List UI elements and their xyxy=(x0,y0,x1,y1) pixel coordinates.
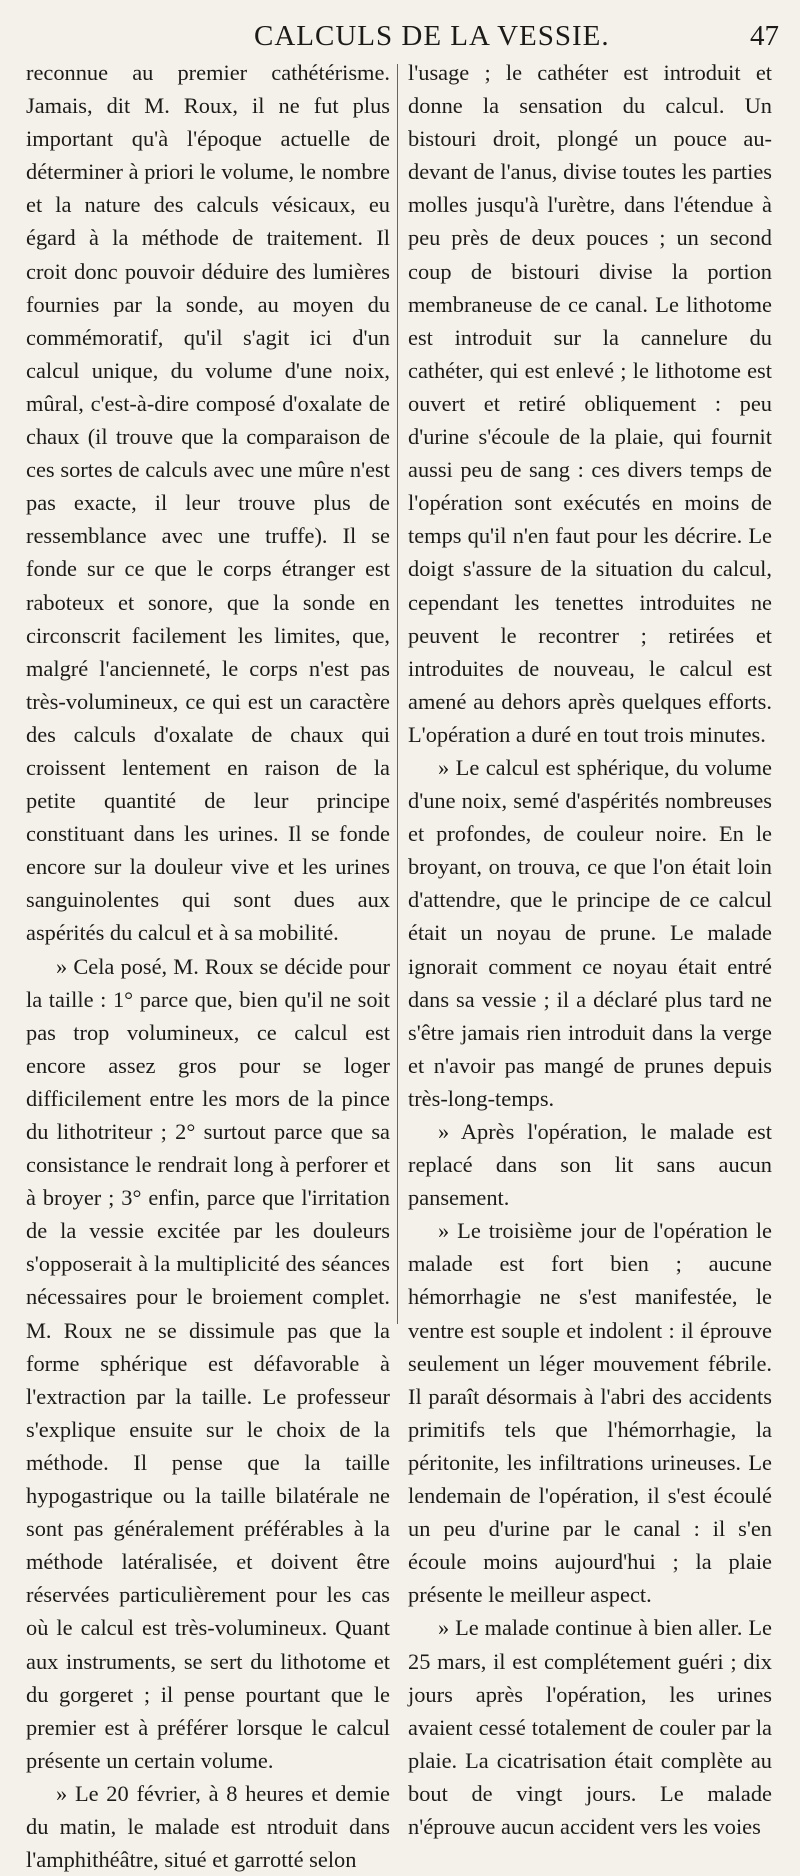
paragraph: » Après l'opération, le malade est replacé dans son lit sans aucun pansement. xyxy=(408,1119,772,1211)
paragraph: reconnue au premier cathétérisme. Jamais, dit M. Roux, il ne fut plus important qu'à l'époque actuelle de déterminer à priori le volume, le nombre et la nature des calculs vésicaux, eu égard à la méthode de traitement. Il croit donc pouvoir déduire des lumières fournies par la sonde, au moyen du commémoratif, qu'il s'agit ici d'un calcul unique, du volume d'une noix, mûral, c'est-à-dire composé d'oxalate de chaux (il trouve que la comparaison de ces sortes de calculs avec une mûre n'est pas exacte, il leur trouve plus de ressemblance avec une truffe). Il se fonde sur ce que le corps étranger est raboteux et sonore, que la sonde en circonscrit facilement les limites, que, malgré l'ancienneté, le corps n'est pas très-volumineux, ce qui est un caractère des calculs d'oxalate de chaux qui croissent lentement en raison de la petite quantité de leur principe constituant dans les urines. Il se fonde encore sur la douleur vive et les urines sanguinolentes qui sont dues aux aspérités du calcul et à sa mobilité. xyxy=(26,60,390,946)
paragraph: » Le calcul est sphérique, du volume d'une noix, semé d'aspérités nombreuses et profondes, de couleur noire. En le broyant, on trouva, ce que l'on était loin d'attendre, que le principe de ce calcul était un noyau de prune. Le malade ignorait comment ce noyau était entré dans sa vessie ; il a déclaré plus tard ne s'être jamais rien introduit dans la verge et n'avoir pas mangé de prunes depuis très-long-temps. xyxy=(408,754,772,1111)
paragraph: » Le malade continue à bien aller. Le 25 mars, il est complétement guéri ; dix jours après l'opération, les urines avaient cessé totalement de couler par la plaie. La cicatrisation était complète au bout de vingt jours. Le malade n'éprouve aucun accident vers les voies xyxy=(408,1615,772,1839)
page-number: 47 xyxy=(750,20,779,52)
paragraph: » Cela posé, M. Roux se décide pour la taille : 1° parce que, bien qu'il ne soit pas trop volumineux, ce calcul est encore assez gros pour se loger difficilement entre les mors de la pince du lithotriteur ; 2° surtout parce que sa consistance le rendrait long à perforer et à broyer ; 3° enfin, parce que l'irritation de la vessie excitée par les douleurs s'opposerait à la multiplicité des séances nécessaires pour le broiement complet. M. Roux ne se dissimule pas que la forme sphérique est défavorable à l'extraction par la taille. Le professeur s'explique ensuite sur le choix de la méthode. Il pense que la taille hypogastrique ou la taille bilatérale ne sont pas généralement préférables à la méthode latéralisée, et doivent être réservées particulièrement pour les cas où le calcul est très-volumineux. Quant aux instruments, se sert du lithotome et du gorgeret ; il pense pourtant que le premier est à préférer lorsque le calcul présente un certain volume. xyxy=(26,953,390,1773)
paragraph: l'usage ; le cathéter est introduit et donne la sensation du calcul. Un bistouri droit, plongé un pouce au-devant de l'anus, divise toutes les parties molles jusqu'à l'urètre, dans l'étendue à peu près de deux pouces ; un second coup de bistouri divise la portion membraneuse de ce canal. Le lithotome est introduit sur la cannelure du cathéter, qui est enlevé ; le lithotome est ouvert et retiré obliquement : peu d'urine s'écoule de la plaie, qui fournit aussi peu de sang : ces divers temps de l'opération sont exécutés en moins de temps qu'il n'en faut pour les décrire. Le doigt s'assure de la situation du calcul, cependant les tenettes introduites ne peuvent le recontrer ; retirées et introduites de nouveau, le calcul est amené au dehors après quelques efforts. L'opération a duré en tout trois minutes. xyxy=(408,60,772,747)
page-header xyxy=(0,10,800,50)
right-column xyxy=(408,56,772,1843)
column-divider xyxy=(397,64,398,1324)
paragraph: » Le 20 février, à 8 heures et demie du matin, le malade est ntroduit dans l'amphithéâtre, situé et garrotté selon xyxy=(26,1780,390,1873)
running-title: CALCULS DE LA VESSIE. xyxy=(254,20,610,52)
left-column xyxy=(26,56,390,1876)
paragraph: » Le troisième jour de l'opération le malade est fort bien ; aucune hémorrhagie ne s'est manifestée, le ventre est souple et indolent : il éprouve seulement un léger mouvement fébrile. Il paraît désormais à l'abri des accidents primitifs tels que l'hémorrhagie, la péritonite, les infiltrations urineuses. Le lendemain de l'opération, il s'est écoulé un peu d'urine par le canal : il s'en écoule moins aujourd'hui ; la plaie présente le meilleur aspect. xyxy=(408,1218,772,1608)
